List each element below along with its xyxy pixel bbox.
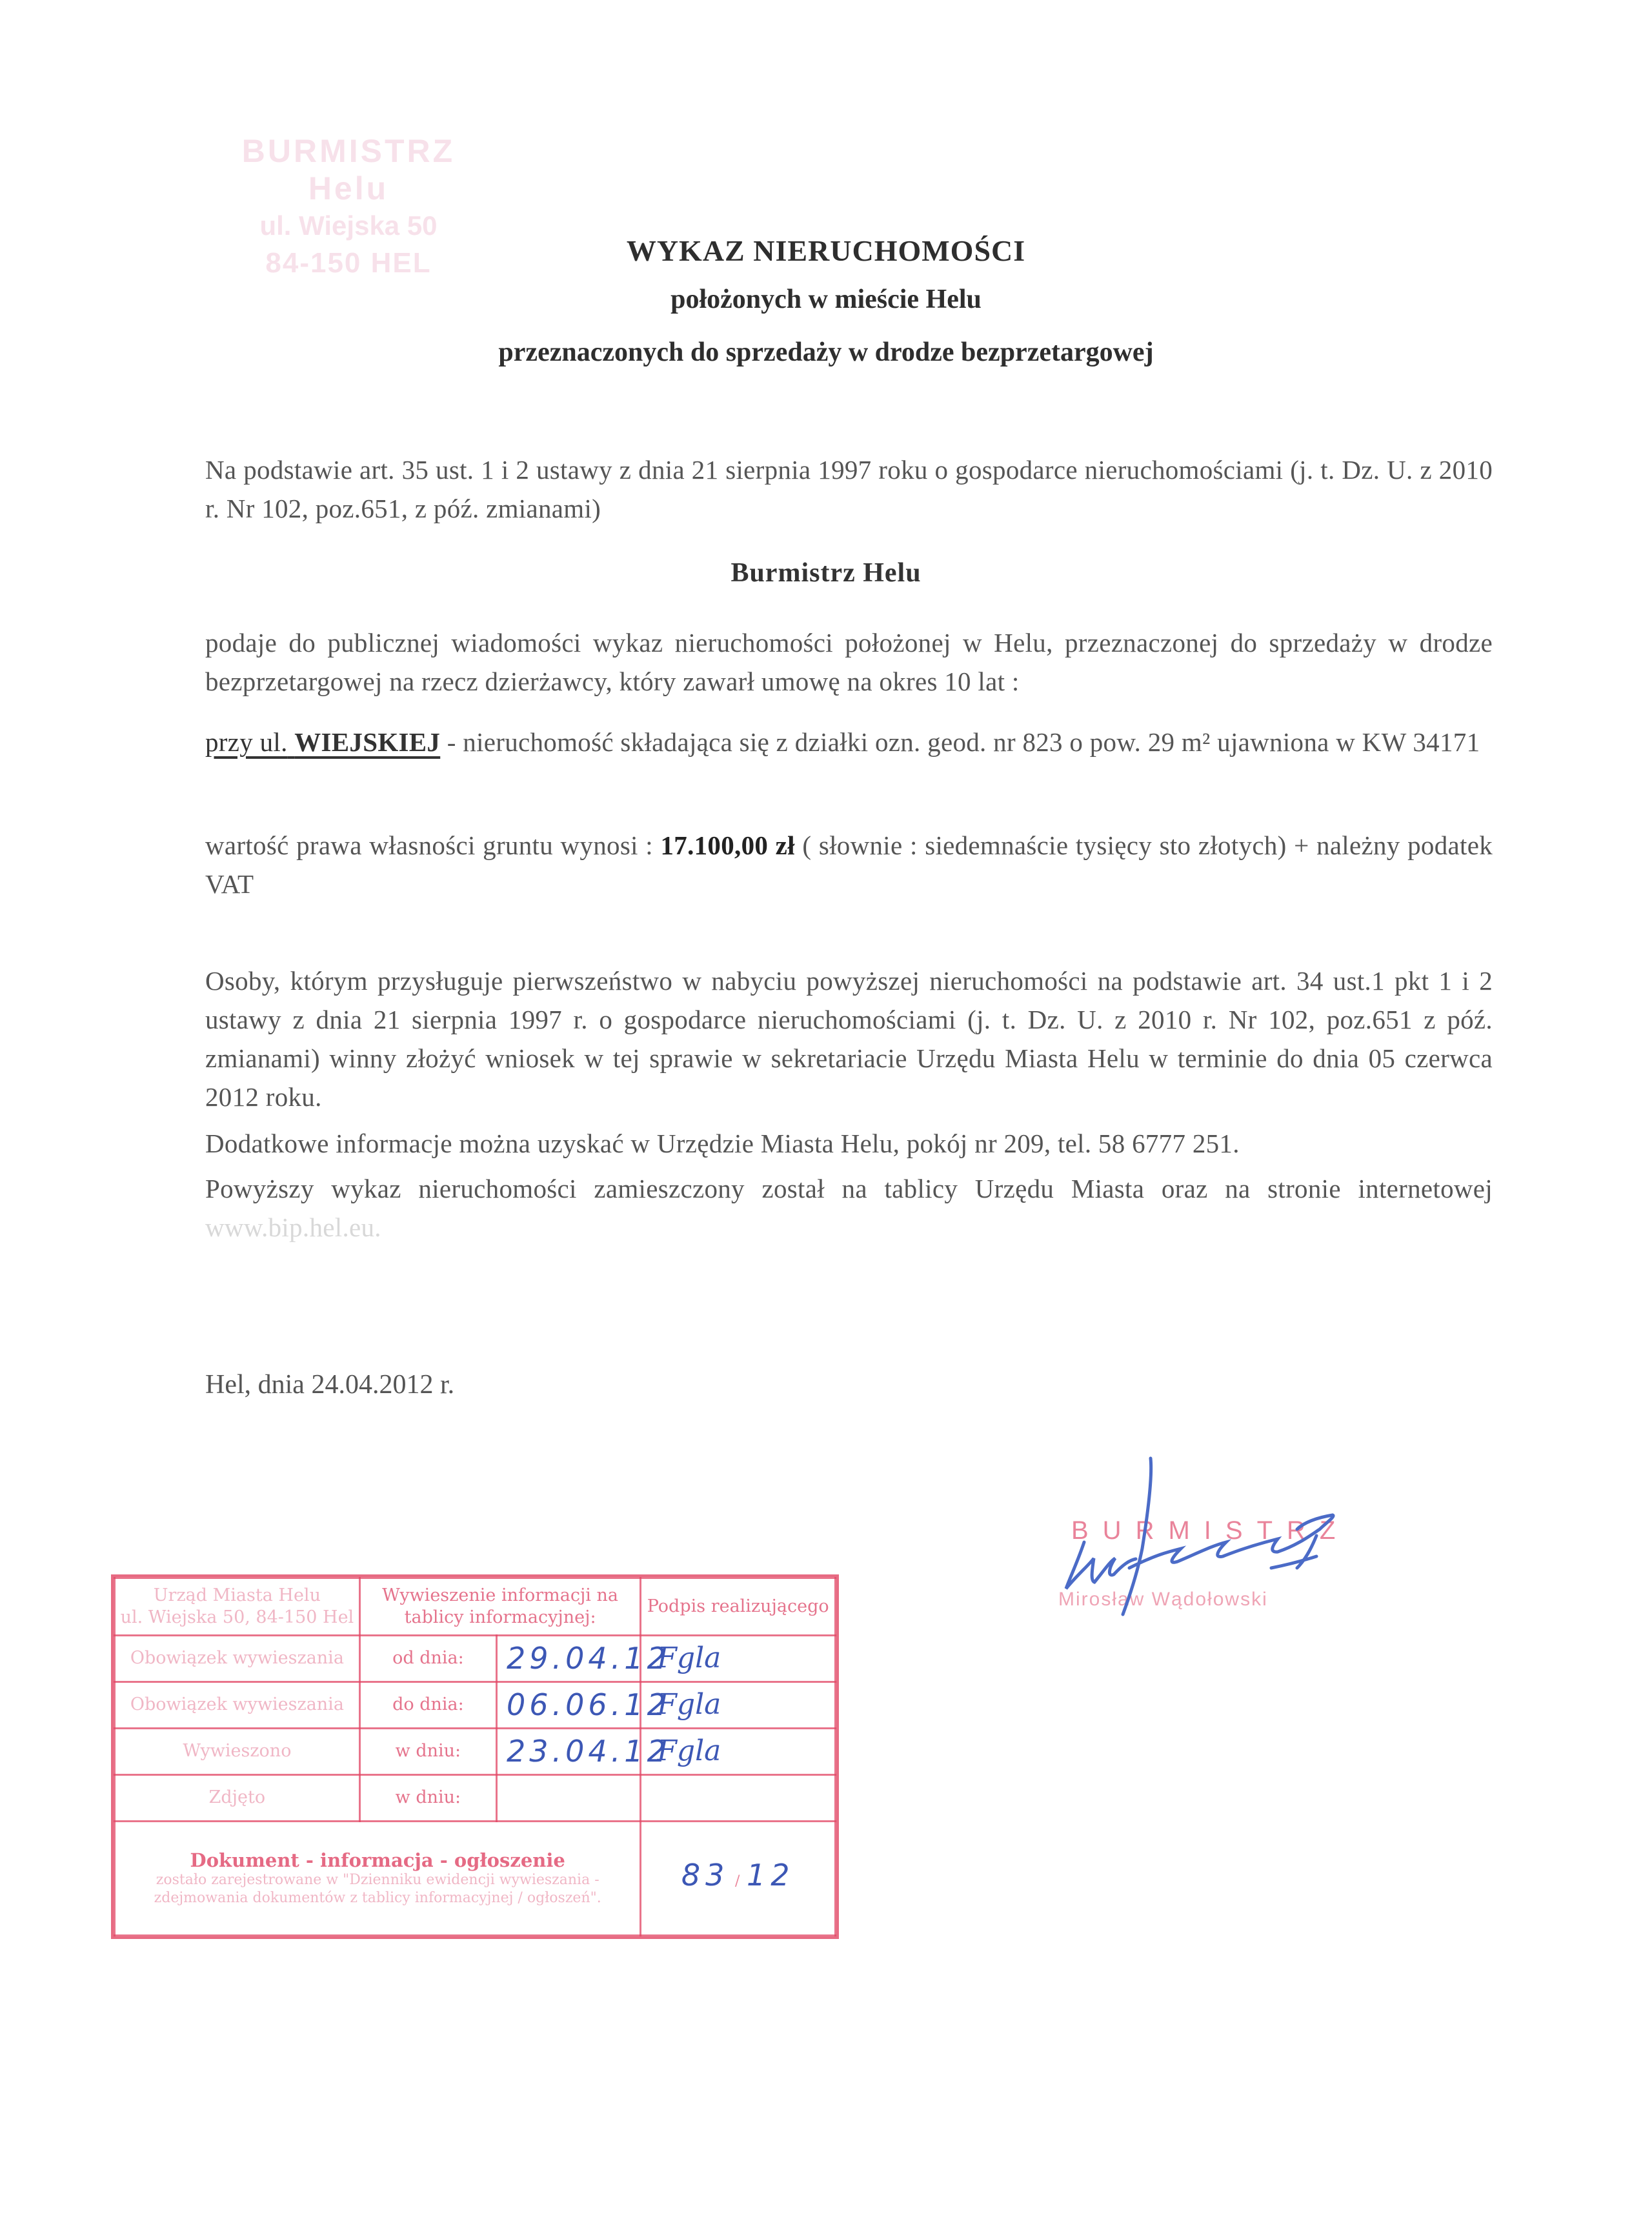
contact-info-paragraph: Dodatkowe informacje można uzyskać w Urzędzie Miasta Helu, pokój nr 209, tel. 58 6777 251. bbox=[205, 1129, 1240, 1158]
registration-number: 83 bbox=[681, 1857, 730, 1893]
value-paragraph bbox=[205, 826, 1493, 903]
document-subtitle-location: położonych w mieście Helu bbox=[670, 285, 982, 314]
row-signature bbox=[641, 1774, 836, 1821]
announcement-paragraph: podaje do publicznej wiadomości wykaz nieruchomości położonej w Helu, przeznaczonej do sprzedaży w drodze bezprzetargowej na rzecz dzierżawcy, który zawarł umowę na okres 10 lat : bbox=[205, 628, 1493, 696]
document-title: WYKAZ NIERUCHOMOŚCI bbox=[626, 234, 1026, 267]
table-row bbox=[115, 1682, 836, 1728]
header-stamp-line2: ul. Wiejska 50 bbox=[259, 210, 438, 241]
row-label: Wywieszono bbox=[115, 1728, 360, 1774]
table-row bbox=[115, 1635, 836, 1682]
office-address: ul. Wiejska 50, 84-150 Hel bbox=[120, 1607, 354, 1627]
row-signature: Fgla bbox=[641, 1635, 836, 1682]
registration-table bbox=[114, 1577, 836, 1936]
office-cell bbox=[115, 1578, 360, 1636]
street-name: WIEJSKIEJ bbox=[294, 727, 441, 757]
row-field: w dniu: bbox=[359, 1774, 496, 1821]
doc-registration-subtitle: zostało zarejestrowane w "Dzienniku ewidencji wywieszania - zdejmowania dokumentów z tablicy informacyjnej / ogłoszeń". bbox=[154, 1871, 601, 1906]
mayor-stamp-name: Mirosław Wądołowski bbox=[1058, 1589, 1268, 1610]
registration-year: 12 bbox=[747, 1857, 795, 1893]
row-label: Obowiązek wywieszania bbox=[115, 1635, 360, 1682]
legal-basis-paragraph: Na podstawie art. 35 ust. 1 i 2 ustawy z dnia 21 sierpnia 1997 roku o gospodarce nieruchomościami (j. t. Dz. U. z 2010 r. Nr 102, poz.651, z póź. zmianami) bbox=[205, 455, 1493, 523]
info-header-cell: Wywieszenie informacji na tablicy informacyjnej: bbox=[359, 1578, 641, 1636]
row-label: Zdjęto bbox=[115, 1774, 360, 1821]
office-name: Urząd Miasta Helu bbox=[153, 1585, 321, 1605]
row-date-value bbox=[497, 1774, 641, 1821]
property-paragraph bbox=[205, 723, 1493, 761]
handwritten-signature bbox=[1032, 1439, 1368, 1626]
value-suffix: ( słownie : siedemnaście tysięcy sto złotych) + należny podatek VAT bbox=[205, 830, 1493, 899]
document-registration-cell bbox=[115, 1821, 641, 1935]
priority-notice-paragraph: Osoby, którym przysługuje pierwszeństwo w nabyciu powyższej nieruchomości na podstawie art. 34 ust.1 pkt 1 i 2 ustawy z dnia 21 sierpnia 1997 r. o gospodarce nieruchomościami (j. t. Dz. U. z 2010 r. Nr 102, poz.651 z póź. zmianami) winny złożyć wniosek w tej sprawie w sekretariacie Urzędu Miasta Helu w terminie do dnia 05 czerwca 2012 roku. bbox=[205, 966, 1493, 1112]
property-description: - nieruchomość składająca się z działki ozn. geod. nr 823 o pow. 29 m² ujawniona w KW 34171 bbox=[440, 727, 1480, 757]
row-field: w dniu: bbox=[359, 1728, 496, 1774]
registration-number-cell bbox=[641, 1821, 836, 1935]
street-prefix: przy ul. bbox=[205, 727, 288, 757]
row-signature: Fgla bbox=[641, 1728, 836, 1774]
row-date-value: 23.04.12 bbox=[497, 1728, 641, 1774]
issuer-heading: Burmistrz Helu bbox=[730, 558, 922, 588]
row-field: od dnia: bbox=[359, 1635, 496, 1682]
row-label: Obowiązek wywieszania bbox=[115, 1682, 360, 1728]
table-row bbox=[115, 1774, 836, 1821]
row-signature: Fgla bbox=[641, 1682, 836, 1728]
property-street bbox=[205, 727, 440, 757]
registration-separator: / bbox=[734, 1873, 741, 1889]
header-stamp-line3: 84-150 HEL bbox=[265, 247, 432, 279]
row-date-value: 06.06.12 bbox=[497, 1682, 641, 1728]
value-amount: 17.100,00 zł bbox=[660, 830, 795, 860]
place-and-date: Hel, dnia 24.04.2012 r. bbox=[205, 1370, 455, 1400]
sign-header-cell: Podpis realizującego bbox=[641, 1578, 836, 1636]
row-date-value: 29.04.12 bbox=[497, 1635, 641, 1682]
doc-registration-title: Dokument - informacja - ogłoszenie bbox=[190, 1849, 565, 1871]
header-stamp-line1: BURMISTRZ Helu bbox=[241, 133, 456, 206]
value-prefix: wartość prawa własności gruntu wynosi : bbox=[205, 830, 661, 860]
mayor-stamp-title: BURMISTRZ bbox=[1071, 1516, 1350, 1545]
website-link[interactable]: www.bip.hel.eu. bbox=[205, 1212, 381, 1242]
publication-note-paragraph bbox=[205, 1169, 1493, 1247]
document-subtitle-purpose: przeznaczonych do sprzedaży w drodze bezprzetargowej bbox=[498, 337, 1154, 367]
table-row bbox=[115, 1728, 836, 1774]
registration-stamp bbox=[111, 1574, 839, 1939]
row-field: do dnia: bbox=[359, 1682, 496, 1728]
mayor-signature-block bbox=[1032, 1439, 1368, 1626]
publication-note: Powyższy wykaz nieruchomości zamieszczony został na tablicy Urzędu Miasta oraz na stronie internetowej bbox=[205, 1174, 1493, 1203]
